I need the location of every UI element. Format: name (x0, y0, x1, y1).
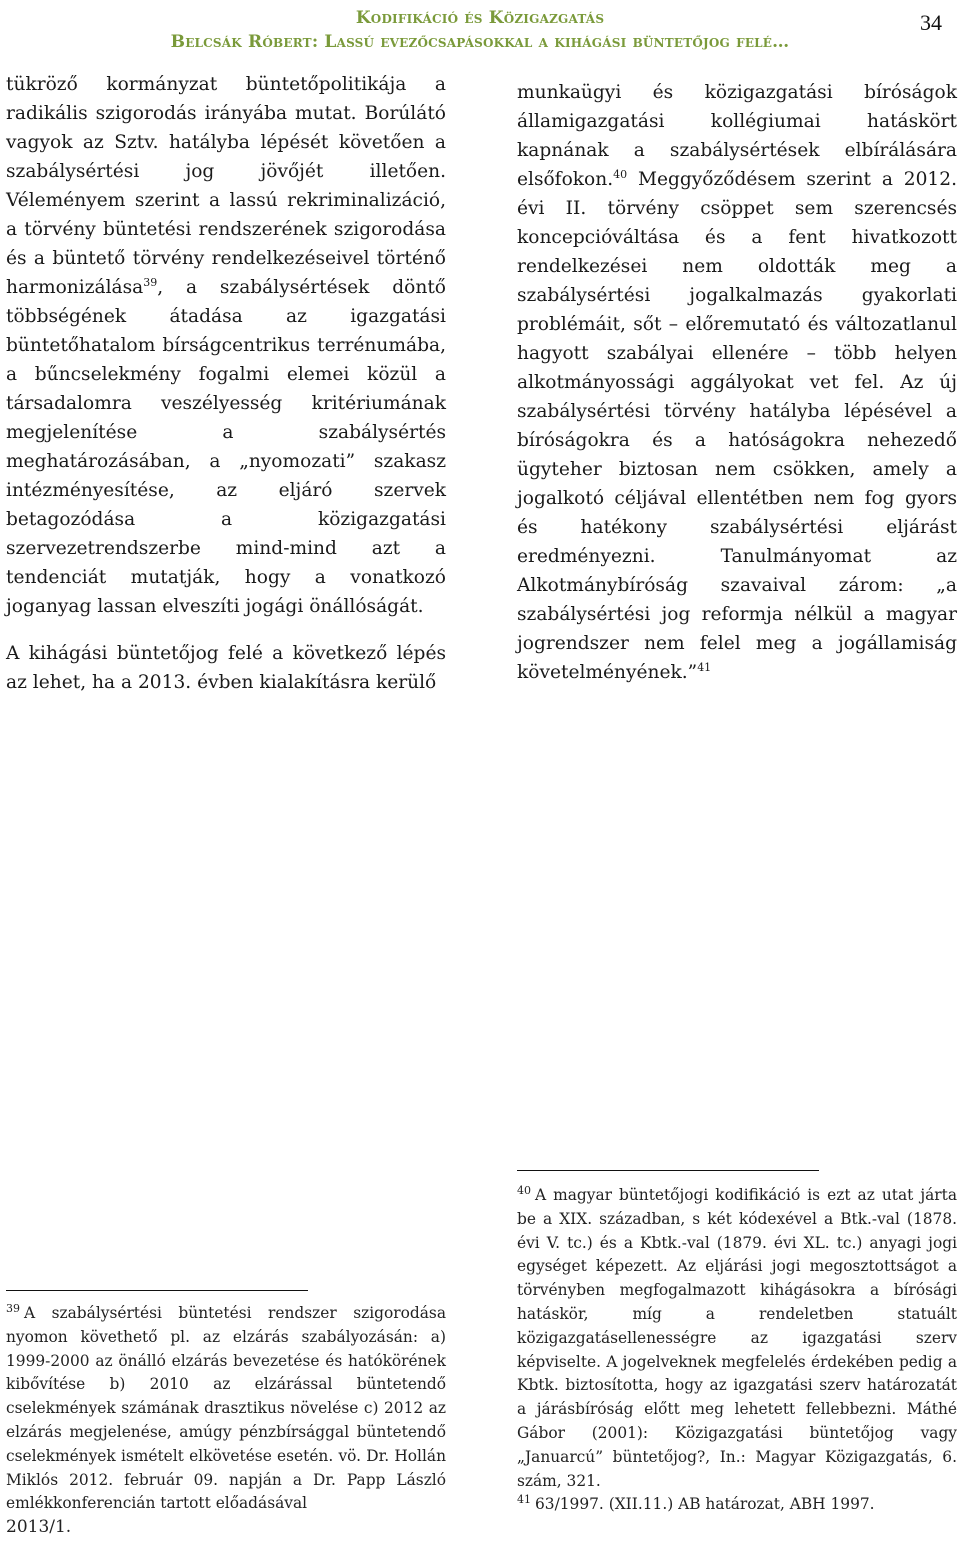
paragraph-text: Meggyőződésem szerint a 2012. évi II. törvény csöppet sem szerencsés koncepcióváltása és a fent hivatkozott rendelkezései nem oldották meg a szabálysértési jogalkalmazás gyakorlati problémáit, sőt – előremutató és változatlanul hagyott szabályai ellenére – több helyen alkotmányossági aggályokat vet fel. Az új szabálysértési törvény hatályba lépésével a bíróságokra és a hatóságokra nehezedő ügyteher biztosan nem csökken, amely a jogalkotó céljával ellentétben nem fog gyors és hatékony szabálysértési eljárást eredményezni. Tanulmányomat az Alkotmánybíróság szavaival zárom: „a szabálysértési jog reformja nélkül a magyar jogrendszer nem felel meg a jogállamiság követelményének.” (517, 169, 957, 683)
footnote-39 (6, 1302, 446, 1540)
footnote-number: 41 (517, 1493, 531, 1507)
footnote-41 (517, 1493, 957, 1517)
footnote-text: 2013/1. (6, 1517, 72, 1538)
left-column (6, 70, 446, 697)
body-paragraph: A kihágási büntetőjog felé a következő lépés az lehet, ha a 2013. évben kialakításra kerülő (6, 643, 446, 693)
footnote-number: 40 (517, 1183, 531, 1197)
page-number: 34 (920, 10, 942, 35)
footnote-ref-40[interactable]: 40 (613, 167, 628, 181)
body-paragraph (517, 78, 957, 687)
footnote-ref-41[interactable]: 41 (697, 660, 712, 674)
footnote-divider (517, 1170, 819, 1171)
footnotes-left (6, 1302, 446, 1540)
footnote-divider (6, 1290, 308, 1291)
running-header (0, 4, 960, 54)
paragraph-text: munkaügyi és közigazgatási bíróságok államigazgatási kollégiumai hatáskört kapnának a szabálysértések elbírálására elsőfokon. (517, 82, 957, 190)
right-column (517, 78, 957, 687)
footnote-40 (517, 1184, 957, 1493)
footnote-ref-39[interactable]: 39 (143, 275, 158, 289)
paragraph-text: , a szabálysértések döntő többségének átadása az igazgatási büntetőhatalom bírságcentrikus terrénumába, a bűncselekmény fogalmi elemei közül a társadalomra veszélyesség kritériumának megjelenítése a szabálysértés meghatározásában, a „nyomozati” szakasz intézményesítése, az eljáró szervek betagozódása a közigazgatási szervezetrendszerbe mind-mind azt a tendenciát mutatják, hogy a vonatkozó joganyag lassan elveszíti jogági önállóságát. (6, 277, 446, 617)
footnote-text: A magyar büntetőjogi kodifikáció is ezt az utat járta be a XIX. században, s két kódexével a Btk.-val (1878. évi V. tc.) és a Kbtk.-val (1879. évi XL. tc.) anyagi jogi egységet képezett. Az eljárási jogi megosztottságot a törvényben megfogalmazott kihágásokra a bírósági hatáskör, míg a rendeletben statuált közigazgatásellenességre az igazgatási szerv képviselte. A jogelveknek megfelelés érdekében pedig a Kbtk. biztosította, hogy az igazgatási szerv határozatát a járásbíróság előtt meg lehetett fellebbezni. Máthé Gábor (2001): Közigazgatási büntetőjog vagy „Januarcú” büntetőjog?, In.: Magyar Közigazgatás, 6. szám, 321. (517, 1186, 957, 1490)
footnote-text: A szabálysértési büntetési rendszer szigorodása nyomon követhető pl. az elzárás szabályozásán: a) 1999-2000 az önálló elzárás bevezetése és hatókörének kibővítése b) 2010 az elzárással büntetendő cselekmények számának drasztikus növelése c) 2012 az elzárás megjelenése, amúgy pénzbírsággal büntetendő cselekmények ismételt elkövetése esetén. vö. Dr. Hollán Miklós 2012. február 09. napján a Dr. Papp László emlékkonferencián tartott előadásával (6, 1304, 446, 1513)
body-paragraph (6, 70, 446, 621)
article-title: Belcsák Róbert: Lassú evezőcsapásokkal a kihágási büntetőjog felé… (170, 32, 790, 52)
footnote-text: 63/1997. (XII.11.) AB határozat, ABH 1997. (535, 1495, 875, 1514)
footnote-number: 39 (6, 1301, 20, 1315)
footnotes-right (517, 1184, 957, 1517)
paragraph-text: tükröző kormányzat büntetőpolitikája a radikális szigorodás irányába mutat. Borúlátó vagyok az Sztv. hatályba lépését követően a szabálysértési jog jövőjét illetően. Véleményem szerint a lassú rekriminalizáció, a törvény büntetési rendszerének szigorodása és a büntető törvény rendelkezéseivel történő harmonizálása (6, 74, 446, 298)
journal-title: Kodifikáció és Közigazgatás (355, 8, 605, 28)
